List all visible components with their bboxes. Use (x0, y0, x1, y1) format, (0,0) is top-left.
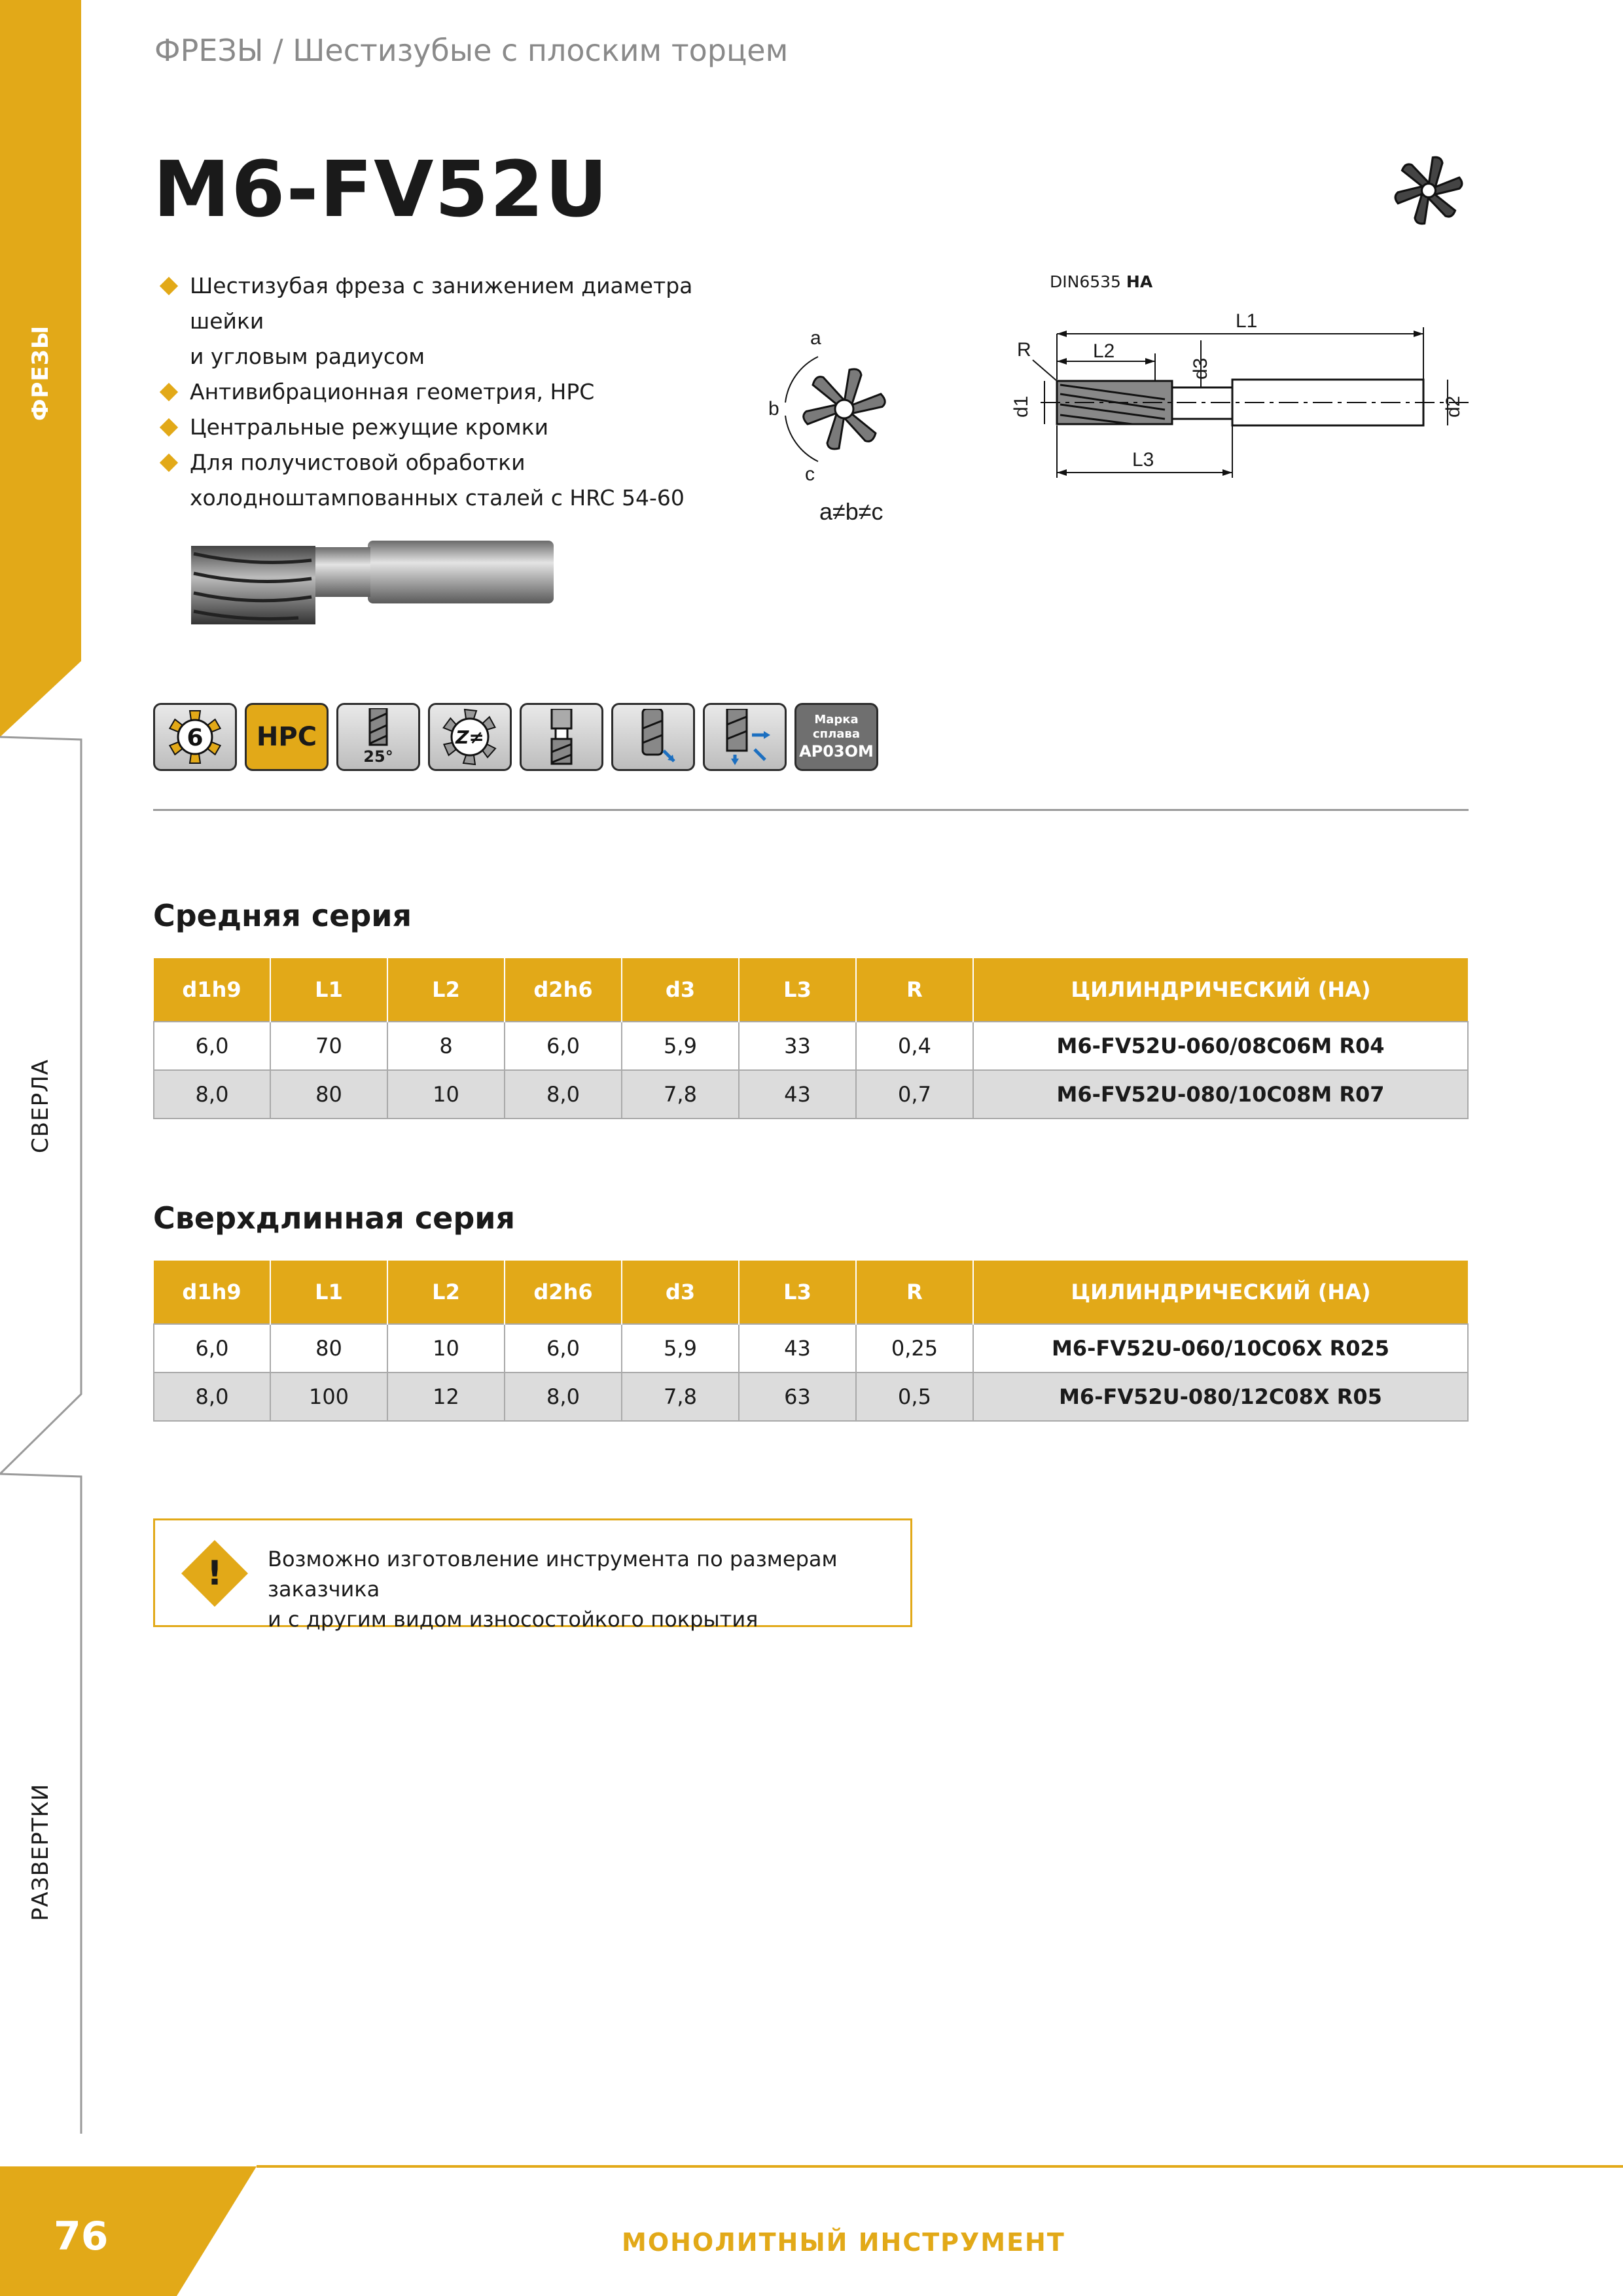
cell: 0,5 (856, 1372, 973, 1421)
article-code: M6-FV52U-060/08C06M R04 (973, 1022, 1468, 1070)
sidebar-tab-frezy[interactable]: ФРЕЗЫ (27, 325, 54, 422)
col-header: L3 (739, 958, 856, 1022)
table-row (154, 1372, 1468, 1421)
article-code: M6-FV52U-080/12C08X R05 (973, 1372, 1468, 1421)
col-header: d2h6 (505, 958, 622, 1022)
col-header: L1 (270, 1261, 387, 1324)
dim-L1: L1 (1236, 310, 1258, 332)
angle-c-label: c (805, 463, 815, 485)
angle-formula: a≠b≠c (819, 498, 883, 525)
cell: 7,8 (622, 1070, 739, 1119)
article-code: M6-FV52U-060/10C06X R025 (973, 1324, 1468, 1372)
cell: 100 (270, 1372, 387, 1421)
helix-angle-icon: 25° (336, 703, 420, 771)
cell: 5,9 (622, 1324, 739, 1372)
col-header: L1 (270, 958, 387, 1022)
col-header: R (856, 1261, 973, 1324)
cell: 43 (739, 1070, 856, 1119)
col-header: d3 (622, 958, 739, 1022)
cell: 80 (270, 1324, 387, 1372)
dim-R: R (1017, 339, 1031, 361)
feature-item: Центральные режущие кромки (162, 410, 751, 445)
warning-mark: ! (207, 1554, 223, 1593)
dim-d1: d1 (1010, 395, 1032, 418)
cell: 8,0 (154, 1070, 270, 1119)
alloy-grade-icon: Марка сплава AP03OM (794, 703, 878, 771)
cell: 0,7 (856, 1070, 973, 1119)
warning-icon (179, 1537, 251, 1609)
unequal-pitch-icon (428, 703, 512, 771)
cell: 0,25 (856, 1324, 973, 1372)
col-header: ЦИЛИНДРИЧЕСКИЙ (HA) (973, 958, 1468, 1022)
cross-section-drawing (759, 321, 929, 537)
col-header: L3 (739, 1261, 856, 1324)
col-header: d1h9 (154, 1261, 270, 1324)
feature-item-cont: и угловым радиусом (190, 344, 425, 369)
cell: 5,9 (622, 1022, 739, 1070)
long-series-table (153, 1261, 1469, 1422)
article-code: M6-FV52U-080/10C08M R07 (973, 1070, 1468, 1119)
dim-d3: d3 (1190, 357, 1211, 380)
page-title: M6-FV52U (153, 144, 609, 234)
table-row (154, 1070, 1468, 1119)
cell: 12 (387, 1372, 505, 1421)
feature-list (162, 268, 751, 516)
cell: 43 (739, 1324, 856, 1372)
hpc-icon: HPC (245, 703, 329, 771)
angle-a-label: a (810, 327, 821, 349)
cell: 7,8 (622, 1372, 739, 1421)
cell: 63 (739, 1372, 856, 1421)
section-title-long: Сверхдлинная серия (153, 1200, 516, 1236)
cell: 6,0 (505, 1022, 622, 1070)
bullet-icon (160, 277, 178, 295)
cell: 33 (739, 1022, 856, 1070)
cell: 80 (270, 1070, 387, 1119)
col-header: L2 (387, 958, 505, 1022)
table-header-row (154, 1261, 1468, 1324)
note-box (153, 1518, 912, 1632)
feature-item: Антивибрационная геометрия, HPC (162, 374, 751, 410)
sidebar-tab-razvertki[interactable]: РАЗВЕРТКИ (27, 1783, 54, 1922)
page-number: 76 (54, 2214, 109, 2259)
cell: 8 (387, 1022, 505, 1070)
bullet-icon (160, 454, 178, 472)
cutting-direction-icon (703, 703, 787, 771)
sidebar-tab-sverla[interactable]: СВЕРЛА (27, 1059, 54, 1153)
cell: 6,0 (505, 1324, 622, 1372)
dim-d2: d2 (1442, 395, 1464, 418)
cell: 70 (270, 1022, 387, 1070)
feature-item-cont: холодноштампованных сталей с HRC 54-60 (190, 485, 685, 511)
dim-L3: L3 (1132, 449, 1154, 471)
feature-item: Шестизубая фреза с занижением диаметра шейки (162, 268, 751, 339)
flutes-count: 6 (187, 725, 204, 751)
footer-text: МОНОЛИТНЫЙ ИНСТРУМЕНТ (622, 2228, 1065, 2257)
col-header: d2h6 (505, 1261, 622, 1324)
medium-series-table (153, 958, 1469, 1119)
table-header-row (154, 958, 1468, 1022)
angle-b-label: b (768, 398, 779, 420)
col-header: d3 (622, 1261, 739, 1324)
bullet-icon (160, 418, 178, 437)
table-row (154, 1324, 1468, 1372)
flutes-icon (153, 703, 237, 771)
neck-icon (520, 703, 603, 771)
tool-image (187, 541, 567, 628)
corner-radius-icon (611, 703, 695, 771)
zneq-label: Z≠ (455, 726, 484, 748)
cell: 0,4 (856, 1022, 973, 1070)
bullet-icon (160, 383, 178, 401)
breadcrumb: ФРЕЗЫ / Шестизубые с плоским торцем (154, 33, 789, 68)
col-header: L2 (387, 1261, 505, 1324)
divider (153, 809, 1469, 811)
cell: 8,0 (505, 1372, 622, 1421)
feature-item: Для получистовой обработки (162, 445, 751, 480)
col-header: d1h9 (154, 958, 270, 1022)
dim-L2: L2 (1093, 340, 1115, 362)
cell: 6,0 (154, 1324, 270, 1372)
table-row (154, 1022, 1468, 1070)
note-text: Возможно изготовление инструмента по размерам заказчика и с другим видом износостойкого покрытия (268, 1547, 838, 1632)
six-flute-icon (1387, 149, 1470, 232)
cell: 6,0 (154, 1022, 270, 1070)
dimension-drawing (1001, 308, 1512, 511)
cell: 10 (387, 1070, 505, 1119)
cell: 8,0 (154, 1372, 270, 1421)
col-header: ЦИЛИНДРИЧЕСКИЙ (HA) (973, 1261, 1468, 1324)
col-header: R (856, 958, 973, 1022)
cell: 10 (387, 1324, 505, 1372)
din-label: DIN6535 HA (1050, 272, 1153, 291)
cell: 8,0 (505, 1070, 622, 1119)
section-title-medium: Средняя серия (153, 898, 412, 933)
